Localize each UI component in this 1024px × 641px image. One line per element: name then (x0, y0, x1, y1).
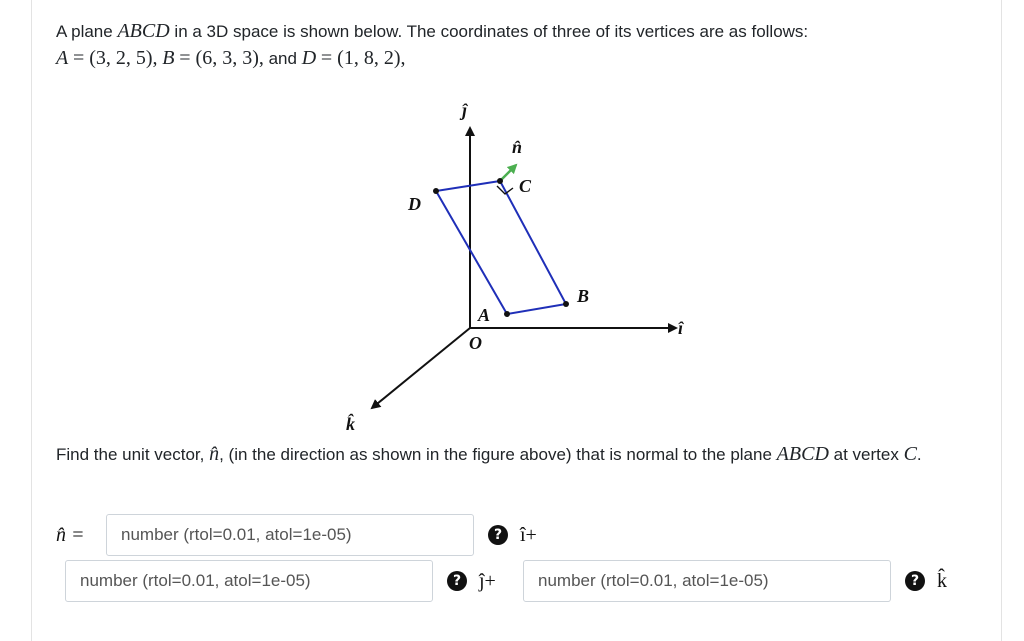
j-axis-label: ĵ (462, 100, 468, 120)
k-unit-label: k̂ (937, 569, 947, 592)
k-axis-label: k̂ (346, 414, 355, 434)
answer-row-1 (56, 514, 537, 556)
vertex-c-label: C (519, 176, 532, 196)
j-component-input[interactable] (65, 560, 433, 602)
i-unit-label: î+ (520, 523, 537, 546)
coord-b-value: = (6, 3, 3), (179, 47, 264, 69)
j-unit-label: ĵ+ (479, 569, 496, 592)
coord-a-value: = (3, 2, 5), (72, 47, 158, 69)
i-help-icon[interactable]: ? (488, 525, 508, 545)
question-text-3: at vertex (833, 445, 899, 464)
coord-b-label: B (162, 47, 175, 69)
i-component-input[interactable] (106, 514, 474, 556)
question-text-2: , (in the direction as shown in the figure above) that is normal to the plane (219, 445, 772, 464)
normal-arrow (500, 165, 516, 181)
vertex-c-dot (497, 178, 503, 184)
vertex-b-label: B (577, 286, 590, 306)
vertex-a-dot (504, 311, 510, 317)
vertex-a-label: A (478, 305, 491, 325)
vertex-d-label: D (408, 194, 421, 214)
question-plane-name: ABCD (776, 443, 829, 465)
intro-rest-text: in a 3D space is shown below. The coordinates of three of its vertices are as follows: (174, 22, 809, 41)
plane-name: ABCD (117, 20, 170, 42)
k-component-input[interactable] (523, 560, 891, 602)
origin-label: O (469, 333, 482, 353)
and-text: and (268, 49, 297, 68)
n-hat-equals: n̂ = (56, 523, 85, 546)
question-text-1: Find the unit vector, (56, 445, 205, 464)
k-help-icon[interactable]: ? (905, 571, 925, 591)
answer-row-2 (65, 560, 947, 602)
coord-d-label: D (301, 47, 317, 69)
question-vertex: C (903, 443, 917, 465)
question-text (56, 440, 976, 469)
question-text-4: . (916, 445, 922, 464)
plane-abcd (436, 181, 566, 314)
vertex-d-dot (433, 188, 439, 194)
question-n-hat: n̂ (209, 443, 220, 465)
coord-a-label: A (56, 47, 69, 69)
vertex-b-dot (563, 301, 569, 307)
k-axis (372, 328, 470, 408)
coord-d-value: = (1, 8, 2), (320, 47, 406, 69)
normal-label: n̂ (512, 137, 523, 157)
i-axis-label: î (678, 318, 684, 338)
intro-text: A plane (56, 22, 113, 41)
j-help-icon[interactable]: ? (447, 571, 467, 591)
